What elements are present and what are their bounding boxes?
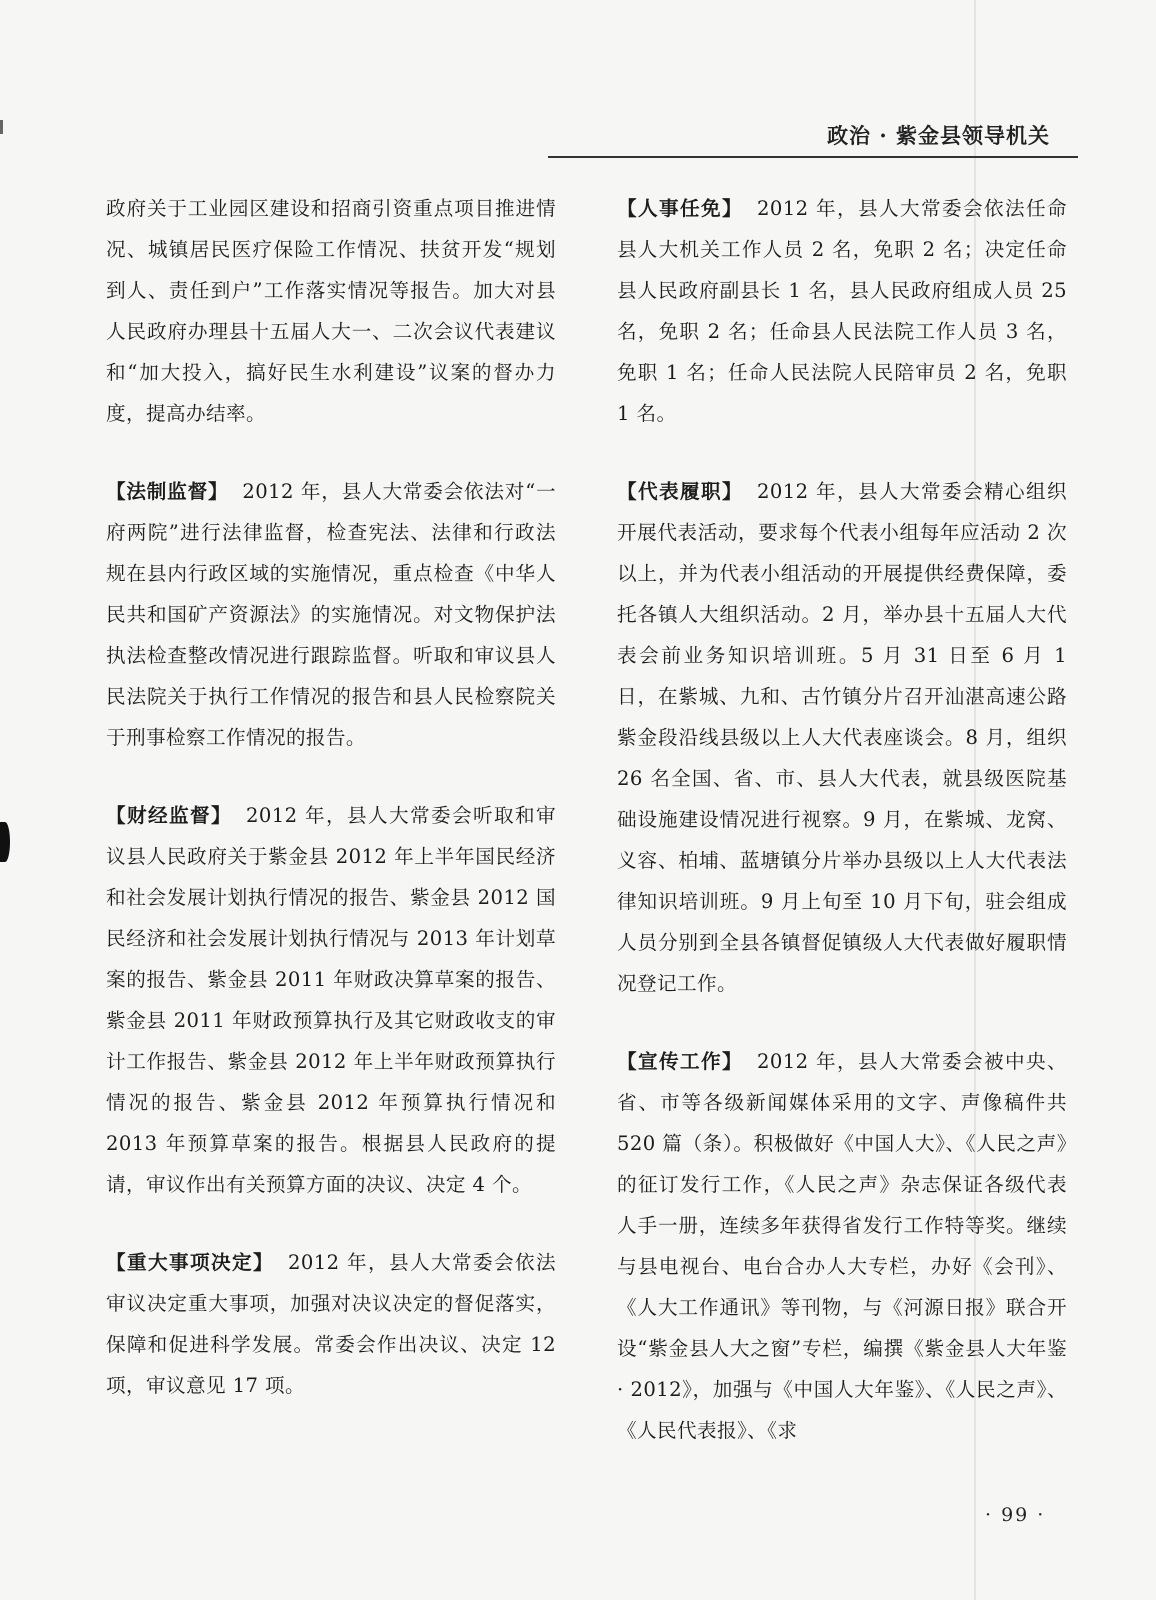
paragraph-major-decisions — [106, 1242, 556, 1406]
paragraph-text: 2012 年，县人大常委会依法对“一府两院”进行法律监督，检查宪法、法律和行政法规在县内行政区域的实施情况，重点检查《中华人民共和国矿产资源法》的实施情况。对文物保护法执法检查整改情况进行跟踪监督。听取和审议县人民法院关于执行工作情况的报告和县人民检察院关于刑事检察工作情况的报告。 — [106, 480, 557, 749]
scan-ink-mark — [0, 822, 10, 862]
right-column — [617, 188, 1067, 1451]
paragraph-continued — [106, 188, 556, 434]
paragraph-text: 2012 年，县人大常委会被中央、省、市等各级新闻媒体采用的文字、声像稿件共 520 篇（条）。积极做好《中国人大》、《人民之声》的征订发行工作，《人民之声》杂志保证各级代表人手一册，连续多年获得省发行工作特等奖。继续与县电视台、电台合办人大专栏，办好《会刊》、《人大工作通讯》等刊物，与《河源日报》联合开设“紫金县人大之窗”专栏，编撰《紫金县人大年鉴 · 2012》，加强与《中国人大年鉴》、《人民之声》、《人民代表报》、《求 — [617, 1050, 1067, 1442]
section-tag: 【宣传工作】 — [617, 1050, 743, 1073]
paragraph-publicity — [617, 1041, 1067, 1451]
left-column — [106, 188, 556, 1406]
paragraph-text: 2012 年，县人大常委会听取和审议县人民政府关于紫金县 2012 年上半年国民经济和社会发展计划执行情况的报告、紫金县 2012 国民经济和社会发展计划执行情况与 2013 年计划草案的报告、紫金县 2011 年财政决算草案的报告、紫金县 2011 年财政预算执行及其它财政收支的审计工作报告、紫金县 2012 年上半年财政预算执行情况的报告、紫金县 2012 年预算执行情况和 2013 年预算草案的报告。根据县人民政府的提请，审议作出有关预算方面的决议、决定 4 个。 — [106, 804, 556, 1196]
section-tag: 【重大事项决定】 — [106, 1251, 274, 1274]
paragraph-representative-duties — [617, 471, 1067, 1004]
scan-edge-mark — [0, 120, 3, 134]
section-tag: 【人事任免】 — [617, 197, 743, 220]
running-header-title: 政治 · 紫金县领导机关 — [827, 123, 1050, 148]
page-number: · 99 · — [985, 1504, 1046, 1526]
running-header — [548, 116, 1078, 158]
paragraph-legal-supervision — [106, 471, 556, 758]
paragraph-text: 政府关于工业园区建设和招商引资重点项目推进情况、城镇居民医疗保险工作情况、扶贫开发“规划到人、责任到户”工作落实情况等报告。加大对县人民政府办理县十五届人大一、二次会议代表建议和“加大投入，搞好民生水利建设”议案的督办力度，提高办结率。 — [106, 197, 556, 425]
paragraph-appointments — [617, 188, 1067, 434]
section-tag: 【财经监督】 — [106, 804, 232, 827]
section-tag: 【法制监督】 — [106, 480, 229, 503]
paragraph-text: 2012 年，县人大常委会精心组织开展代表活动，要求每个代表小组每年应活动 2 次以上，并为代表小组活动的开展提供经费保障，委托各镇人大组织活动。2 月，举办县十五届人大代表会前业务知识培训班。5 月 31 日至 6 月 1 日，在紫城、九和、古竹镇分片召开汕湛高速公路紫金段沿线县级以上人大代表座谈会。8 月，组织 26 名全国、省、市、县人大代表，就县级医院基础设施建设情况进行视察。9 月，在紫城、龙窝、义容、柏埔、蓝塘镇分片举办县级以上人大代表法律知识培训班。9 月上旬至 10 月下旬，驻会组成人员分别到全县各镇督促镇级人大代表做好履职情况登记工作。 — [617, 480, 1067, 995]
paragraph-finance-supervision — [106, 795, 556, 1205]
section-tag: 【代表履职】 — [617, 480, 743, 503]
header-rule — [548, 156, 1078, 158]
paragraph-text: 2012 年，县人大常委会依法审议决定重大事项，加强对决议决定的督促落实，保障和促进科学发展。常委会作出决议、决定 12 项，审议意见 17 项。 — [106, 1251, 557, 1397]
paragraph-text: 2012 年，县人大常委会依法任命县人大机关工作人员 2 名，免职 2 名；决定任命县人民政府副县长 1 名，县人民政府组成人员 25 名，免职 2 名；任命县人民法院工作人员 3 名，免职 1 名；任命人民法院人民陪审员 2 名，免职 1 名。 — [617, 197, 1067, 425]
